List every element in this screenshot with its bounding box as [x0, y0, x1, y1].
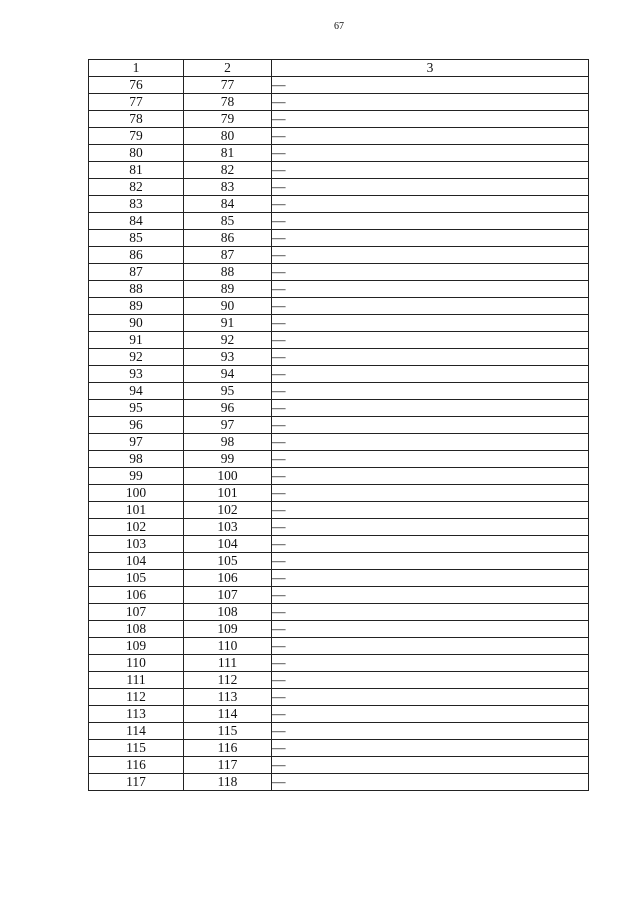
table-cell-col2: 99	[184, 451, 272, 468]
table-cell-col3: —	[272, 213, 589, 230]
table-cell-col1: 115	[89, 740, 184, 757]
table-row	[89, 94, 589, 111]
table-cell-col3: —	[272, 196, 589, 213]
table-cell-col2: 90	[184, 298, 272, 315]
table-row	[89, 145, 589, 162]
table-row	[89, 672, 589, 689]
table-cell-col2: 78	[184, 94, 272, 111]
table-cell-col3: —	[272, 485, 589, 502]
table-cell-col3: —	[272, 570, 589, 587]
table-cell-col2: 107	[184, 587, 272, 604]
table-row	[89, 451, 589, 468]
table-cell-col3: —	[272, 740, 589, 757]
table-cell-col1: 77	[89, 94, 184, 111]
table-cell-col1: 82	[89, 179, 184, 196]
table-cell-col1: 103	[89, 536, 184, 553]
table-cell-col1: 97	[89, 434, 184, 451]
table-cell-col3: —	[272, 689, 589, 706]
table-row	[89, 417, 589, 434]
table-cell-col2: 85	[184, 213, 272, 230]
table-cell-col1: 102	[89, 519, 184, 536]
table-row	[89, 111, 589, 128]
table-cell-col1: 107	[89, 604, 184, 621]
table-cell-col2: 87	[184, 247, 272, 264]
table-row	[89, 179, 589, 196]
table-cell-col2: 97	[184, 417, 272, 434]
table-cell-col1: 117	[89, 774, 184, 791]
table-cell-col1: 101	[89, 502, 184, 519]
table-row	[89, 162, 589, 179]
table-row	[89, 655, 589, 672]
table-cell-col1: 111	[89, 672, 184, 689]
table-row	[89, 247, 589, 264]
table-cell-col1: 95	[89, 400, 184, 417]
table-cell-col2: 104	[184, 536, 272, 553]
table-row	[89, 638, 589, 655]
table-cell-col1: 83	[89, 196, 184, 213]
table-cell-col3: —	[272, 281, 589, 298]
table-cell-col2: 103	[184, 519, 272, 536]
page-number: 67	[334, 21, 344, 32]
table-row	[89, 264, 589, 281]
table-cell-col3: —	[272, 604, 589, 621]
table-cell-col2: 93	[184, 349, 272, 366]
table-cell-col1: 100	[89, 485, 184, 502]
table-cell-col1: 90	[89, 315, 184, 332]
table-cell-col2: 106	[184, 570, 272, 587]
table-cell-col3: —	[272, 332, 589, 349]
table-cell-col1: 116	[89, 757, 184, 774]
table-row	[89, 213, 589, 230]
table-cell-col3: —	[272, 349, 589, 366]
table-row	[89, 757, 589, 774]
table-cell-col2: 96	[184, 400, 272, 417]
table-cell-col2: 84	[184, 196, 272, 213]
table-cell-col1: 85	[89, 230, 184, 247]
table-row	[89, 383, 589, 400]
table-cell-col1: 98	[89, 451, 184, 468]
table-cell-col3: —	[272, 672, 589, 689]
table-cell-col2: 98	[184, 434, 272, 451]
table-cell-col1: 92	[89, 349, 184, 366]
table-cell-col1: 105	[89, 570, 184, 587]
table-cell-col3: —	[272, 723, 589, 740]
table-cell-col3: —	[272, 128, 589, 145]
table-cell-col2: 80	[184, 128, 272, 145]
table-cell-col2: 111	[184, 655, 272, 672]
table-cell-col3: —	[272, 400, 589, 417]
table-cell-col3: —	[272, 502, 589, 519]
table-row	[89, 128, 589, 145]
table-cell-col1: 108	[89, 621, 184, 638]
table-row	[89, 570, 589, 587]
table-cell-col3: —	[272, 77, 589, 94]
table-cell-col3: —	[272, 383, 589, 400]
table-row	[89, 604, 589, 621]
table-row	[89, 434, 589, 451]
table-cell-col1: 91	[89, 332, 184, 349]
table-cell-col2: 101	[184, 485, 272, 502]
header-cell-2: 2	[184, 60, 272, 77]
table-cell-col3: —	[272, 519, 589, 536]
table-cell-col1: 87	[89, 264, 184, 281]
table-row	[89, 400, 589, 417]
table-cell-col3: —	[272, 162, 589, 179]
table-cell-col3: —	[272, 468, 589, 485]
table-cell-col1: 76	[89, 77, 184, 94]
table-cell-col3: —	[272, 264, 589, 281]
table-row	[89, 77, 589, 94]
table-row	[89, 774, 589, 791]
table-cell-col2: 77	[184, 77, 272, 94]
table-cell-col3: —	[272, 179, 589, 196]
table-cell-col2: 82	[184, 162, 272, 179]
table-cell-col1: 110	[89, 655, 184, 672]
table-row	[89, 502, 589, 519]
table-cell-col1: 96	[89, 417, 184, 434]
table-cell-col2: 108	[184, 604, 272, 621]
table-cell-col3: —	[272, 366, 589, 383]
header-cell-1: 1	[89, 60, 184, 77]
table-row	[89, 298, 589, 315]
table-cell-col2: 118	[184, 774, 272, 791]
table-cell-col3: —	[272, 111, 589, 128]
table-cell-col1: 81	[89, 162, 184, 179]
table-cell-col1: 78	[89, 111, 184, 128]
table-cell-col3: —	[272, 315, 589, 332]
table-cell-col1: 93	[89, 366, 184, 383]
table-cell-col3: —	[272, 417, 589, 434]
table-cell-col3: —	[272, 247, 589, 264]
table-cell-col2: 114	[184, 706, 272, 723]
table-row	[89, 281, 589, 298]
table-row	[89, 723, 589, 740]
table-cell-col3: —	[272, 451, 589, 468]
table-cell-col3: —	[272, 145, 589, 162]
table-cell-col1: 114	[89, 723, 184, 740]
table-cell-col1: 106	[89, 587, 184, 604]
table-cell-col3: —	[272, 94, 589, 111]
table-cell-col2: 116	[184, 740, 272, 757]
table-cell-col2: 95	[184, 383, 272, 400]
table-cell-col3: —	[272, 230, 589, 247]
table-cell-col1: 104	[89, 553, 184, 570]
table-row	[89, 468, 589, 485]
table-header	[89, 60, 589, 77]
table-cell-col2: 115	[184, 723, 272, 740]
table-cell-col3: —	[272, 621, 589, 638]
table-cell-col1: 99	[89, 468, 184, 485]
table-row	[89, 230, 589, 247]
table-cell-col1: 113	[89, 706, 184, 723]
table-row	[89, 196, 589, 213]
table-cell-col2: 86	[184, 230, 272, 247]
header-cell-3: 3	[272, 60, 589, 77]
table-cell-col2: 117	[184, 757, 272, 774]
table-cell-col2: 79	[184, 111, 272, 128]
table-cell-col2: 89	[184, 281, 272, 298]
table-cell-col3: —	[272, 536, 589, 553]
table-cell-col1: 86	[89, 247, 184, 264]
table-cell-col3: —	[272, 298, 589, 315]
table-cell-col2: 100	[184, 468, 272, 485]
table-cell-col3: —	[272, 553, 589, 570]
table-cell-col2: 91	[184, 315, 272, 332]
table-row	[89, 519, 589, 536]
table-row	[89, 485, 589, 502]
table-cell-col2: 81	[184, 145, 272, 162]
table-cell-col1: 89	[89, 298, 184, 315]
table-cell-col2: 88	[184, 264, 272, 281]
table-cell-col2: 83	[184, 179, 272, 196]
table-cell-col1: 112	[89, 689, 184, 706]
table-row	[89, 621, 589, 638]
table-cell-col1: 79	[89, 128, 184, 145]
table-cell-col1: 109	[89, 638, 184, 655]
table-cell-col2: 112	[184, 672, 272, 689]
table-cell-col2: 105	[184, 553, 272, 570]
table-cell-col3: —	[272, 587, 589, 604]
table-cell-col1: 80	[89, 145, 184, 162]
table-cell-col3: —	[272, 774, 589, 791]
table-row	[89, 689, 589, 706]
table-cell-col1: 84	[89, 213, 184, 230]
table-cell-col3: —	[272, 655, 589, 672]
table-cell-col3: —	[272, 434, 589, 451]
table-cell-col3: —	[272, 757, 589, 774]
data-table	[88, 59, 589, 791]
table-body	[89, 77, 589, 791]
table-cell-col2: 110	[184, 638, 272, 655]
table-cell-col1: 94	[89, 383, 184, 400]
header-row	[89, 60, 589, 77]
table-row	[89, 366, 589, 383]
table-cell-col1: 88	[89, 281, 184, 298]
table-row	[89, 332, 589, 349]
table-row	[89, 349, 589, 366]
table-cell-col2: 92	[184, 332, 272, 349]
table-cell-col3: —	[272, 706, 589, 723]
table-cell-col2: 113	[184, 689, 272, 706]
table-row	[89, 706, 589, 723]
table-row	[89, 740, 589, 757]
table-cell-col3: —	[272, 638, 589, 655]
table-row	[89, 553, 589, 570]
table-cell-col2: 94	[184, 366, 272, 383]
table-cell-col2: 109	[184, 621, 272, 638]
table-row	[89, 587, 589, 604]
table-row	[89, 536, 589, 553]
table-cell-col2: 102	[184, 502, 272, 519]
table-row	[89, 315, 589, 332]
